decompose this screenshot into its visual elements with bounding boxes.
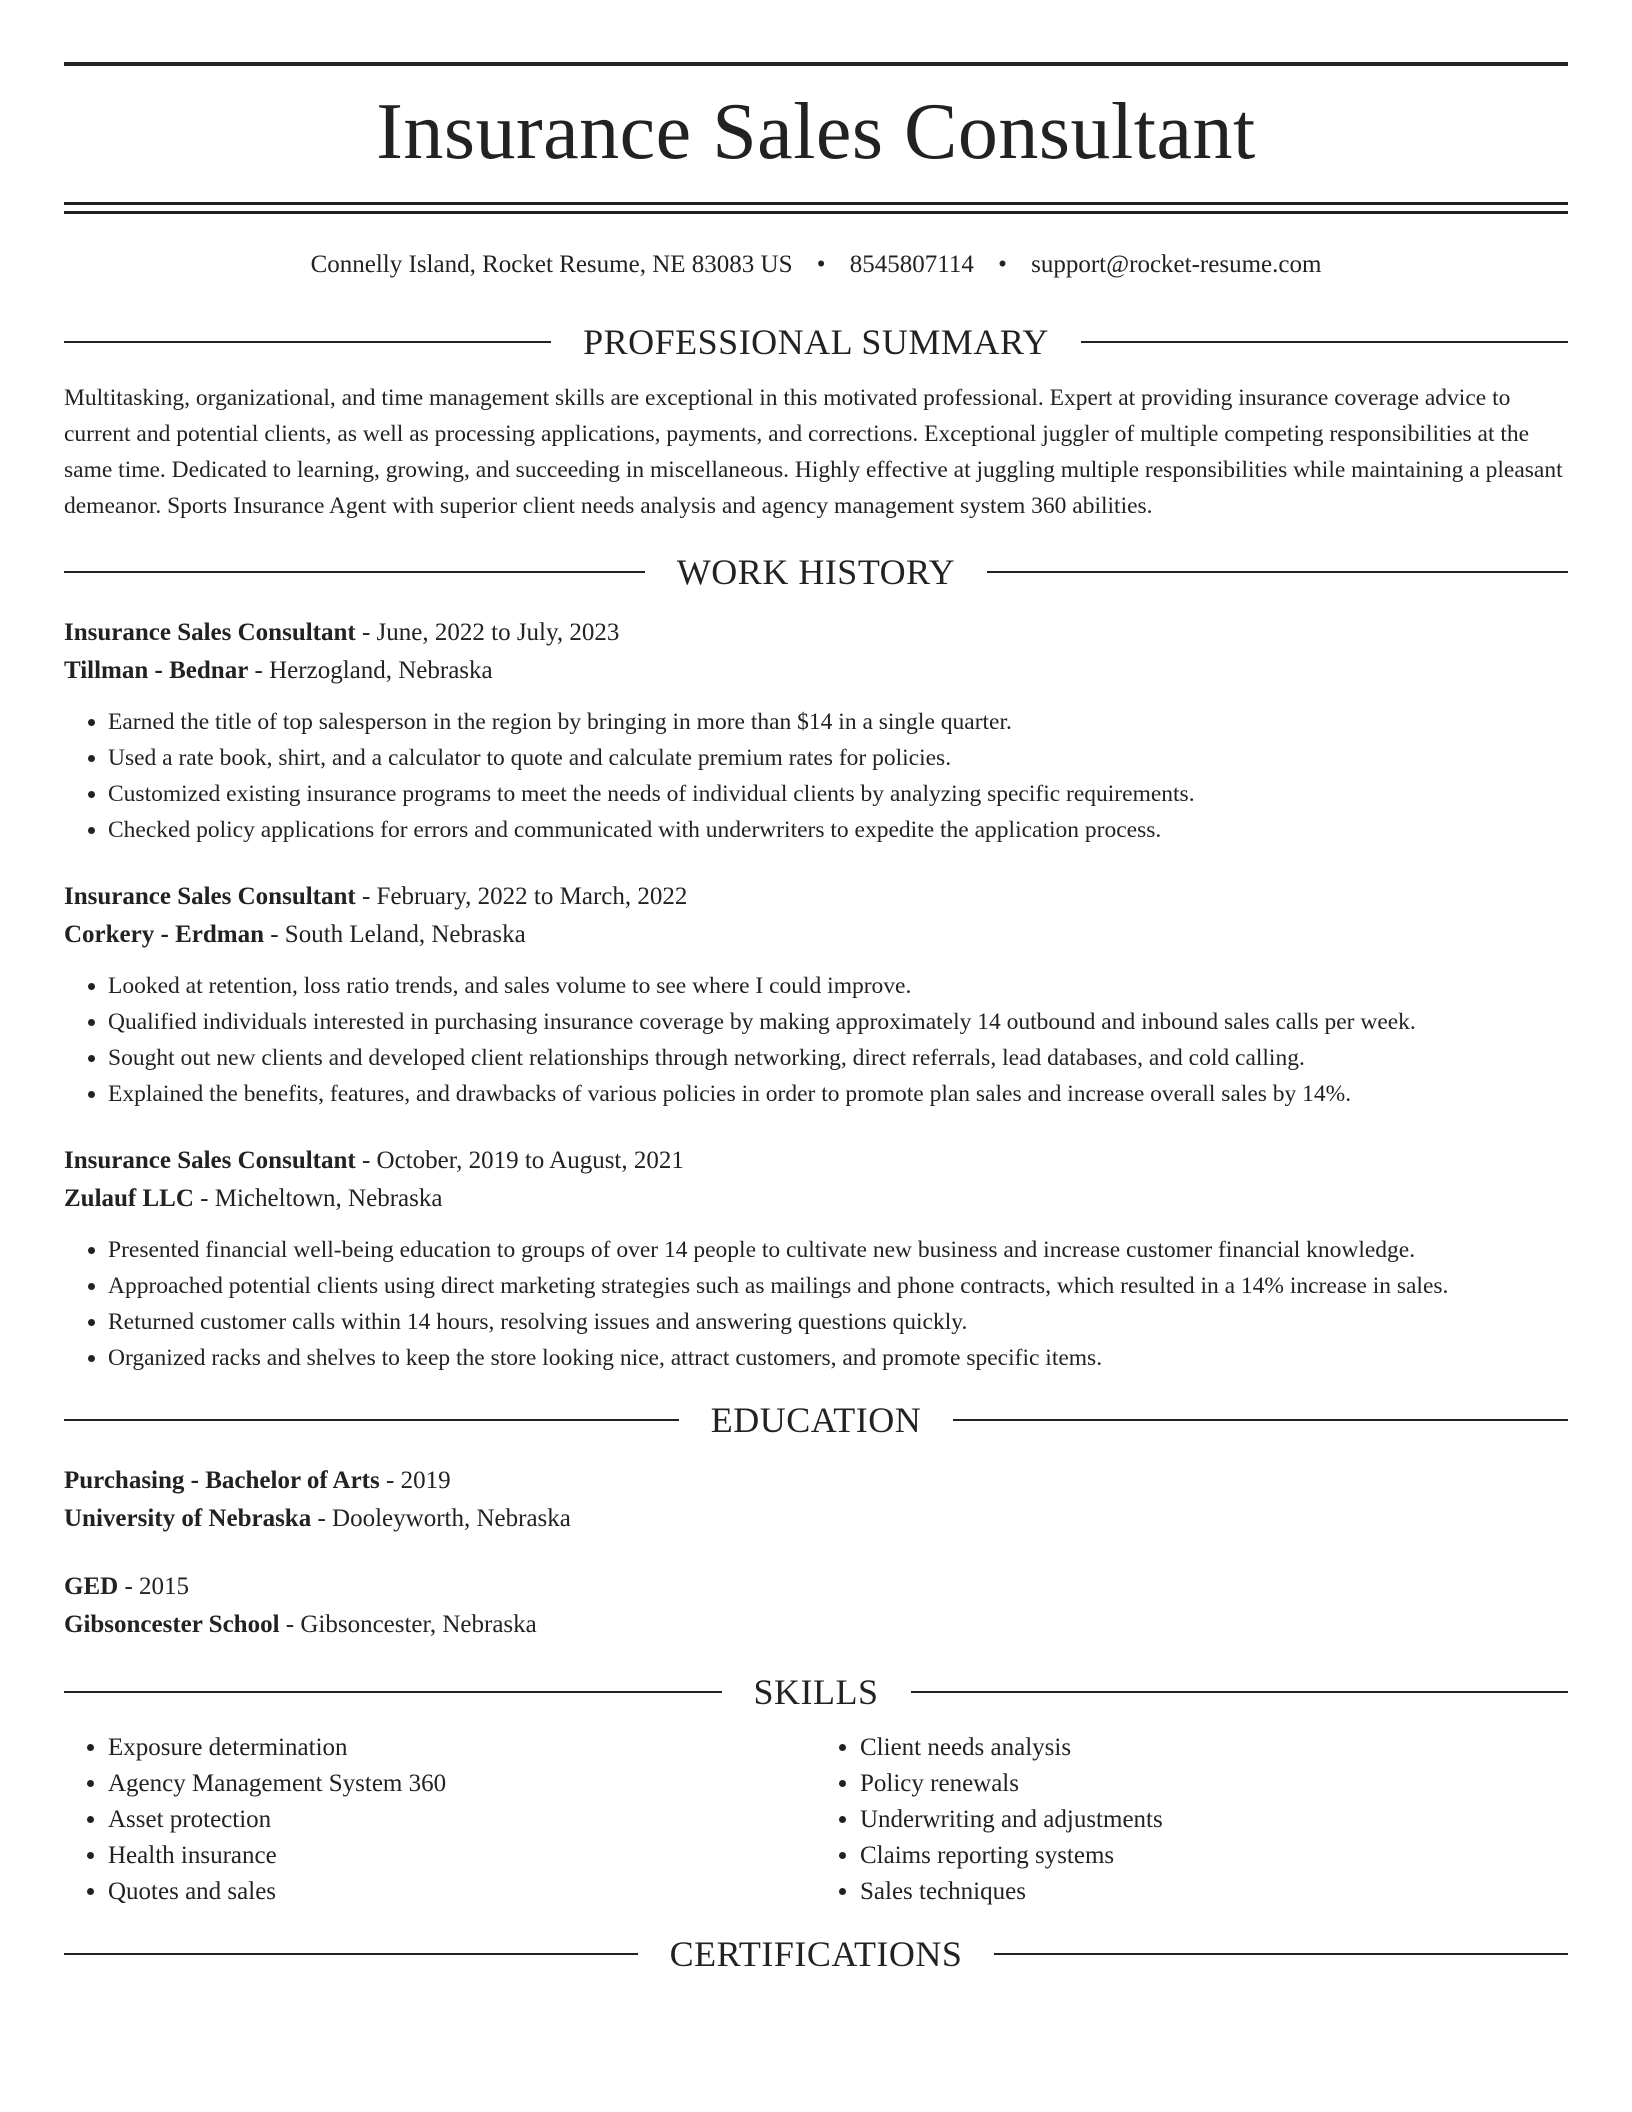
job-bullet: • Looked at retention, loss ratio trends, and sales volume to see where I could improve. [108,968,1568,1004]
job-title-line [64,878,1568,916]
job-dates: - June, 2022 to July, 2023 [355,619,620,646]
section-title-certifications: CERTIFICATIONS [669,1934,963,1974]
job-entry [64,878,1568,1112]
job-bullet: • Approached potential clients using direct marketing strategies such as mailings and phone contracts, which resulted in a 14% increase in sales. [108,1268,1568,1304]
job-dates: - February, 2022 to March, 2022 [355,883,688,910]
job-bullet: • Organized racks and shelves to keep the store looking nice, attract customers, and promote specific items. [108,1340,1568,1376]
skill-item: • Agency Management System 360 [108,1766,816,1802]
job-location: - Herzogland, Nebraska [248,657,493,684]
job-bullet: • Sought out new clients and developed client relationships through networking, direct referrals, lead databases, and cold calling. [108,1040,1568,1076]
section-rule-right [911,1691,1569,1693]
section-title-education: EDUCATION [710,1400,922,1440]
job-company-line [64,1180,1568,1218]
education-location: - Dooleyworth, Nebraska [311,1505,571,1532]
education-entry [64,1462,1568,1538]
summary-text: Multitasking, organizational, and time management skills are exceptional in this motivated professional. Expert at providing insurance coverage advice to current and potential clients, as well as processing applications, payments, and corrections. Exceptional juggler of multiple competing responsibilities at the same time. Dedicated to learning, growing, and succeeding in miscellaneous. Highly effective at juggling multiple responsibilities while maintaining a pleasant demeanor. Sports Insurance Agent with superior client needs analysis and agency management system 360 abilities. [64,385,1563,519]
job-bullet: • Used a rate book, shirt, and a calculator to quote and calculate premium rates for policies. [108,740,1568,776]
job-company: Corkery - Erdman [64,921,264,948]
job-bullet: • Presented financial well-being education to groups of over 14 people to cultivate new business and increase customer financial knowledge. [108,1232,1568,1268]
job-company: Tillman - Bednar [64,657,249,684]
skill-item: • Client needs analysis [860,1730,1568,1766]
section-title-summary: PROFESSIONAL SUMMARY [583,322,1049,362]
skills-columns [64,1730,1568,1910]
section-header-skills [64,1668,1568,1716]
job-bullets [64,1232,1568,1376]
education-year: - 2019 [379,1467,451,1494]
skill-item: • Health insurance [108,1838,816,1874]
section-rule-left [64,1953,638,1955]
top-rule [64,62,1568,66]
job-bullet: • Customized existing insurance programs to meet the needs of individual clients by analyzing specific requirements. [108,776,1568,812]
job-dates: - October, 2019 to August, 2021 [355,1147,684,1174]
contact-separator: • [998,251,1007,278]
contact-separator: • [816,251,826,278]
contact-email: support@rocket-resume.com [1031,251,1322,278]
education-entry [64,1568,1568,1644]
skill-item: • Underwriting and adjustments [860,1802,1568,1838]
job-bullet: • Earned the title of top salesperson in the region by bringing in more than $14 in a single quarter. [108,704,1568,740]
resume-title: Insurance Sales Consultant [376,88,1256,176]
section-header-work [64,548,1568,596]
resume-page [64,0,1568,1978]
education-school: Gibsoncester School [64,1611,280,1638]
job-bullet: • Explained the benefits, features, and drawbacks of various policies in order to promote plan sales and increase overall sales by 14%. [108,1076,1568,1112]
job-bullet: • Qualified individuals interested in purchasing insurance coverage by making approximately 14 outbound and inbound sales calls per week. [108,1004,1568,1040]
skills-list-left [64,1730,816,1910]
job-title-line [64,614,1568,652]
contact-address: Connelly Island, Rocket Resume, NE 83083 US [310,251,793,278]
section-title-work: WORK HISTORY [676,552,956,592]
job-company: Zulauf LLC [64,1185,194,1212]
job-bullets [64,968,1568,1112]
job-title-line [64,1142,1568,1180]
job-entry [64,614,1568,848]
education-location: - Gibsoncester, Nebraska [279,1611,537,1638]
job-location: - Micheltown, Nebraska [193,1185,443,1212]
education-degree: Purchasing - Bachelor of Arts [64,1467,380,1494]
section-header-certifications [64,1930,1568,1978]
job-company-line [64,916,1568,954]
section-rule-left [64,341,551,343]
skills-list-right [816,1730,1568,1910]
section-header-education [64,1396,1568,1444]
education-school-line [64,1606,1568,1644]
job-bullets [64,704,1568,848]
job-title: Insurance Sales Consultant [64,1147,356,1174]
section-rule-left [64,1691,722,1693]
title-double-rule [64,202,1568,214]
job-location: - South Leland, Nebraska [263,921,526,948]
section-rule-right [994,1953,1568,1955]
contact-line [64,248,1568,282]
skill-item: • Asset protection [108,1802,816,1838]
education-school: University of Nebraska [64,1505,312,1532]
education-year: - 2015 [118,1573,190,1600]
education-degree: GED [64,1573,119,1600]
job-entry [64,1142,1568,1376]
job-title: Insurance Sales Consultant [64,619,356,646]
section-rule-left [64,571,645,573]
section-rule-left [64,1419,679,1421]
education-degree-line [64,1462,1568,1500]
section-title-skills: SKILLS [753,1672,879,1712]
section-header-summary [64,318,1568,366]
section-rule-right [987,571,1568,573]
job-company-line [64,652,1568,690]
skill-item: • Claims reporting systems [860,1838,1568,1874]
skill-item: • Exposure determination [108,1730,816,1766]
education-school-line [64,1500,1568,1538]
section-rule-right [1081,341,1568,343]
job-title: Insurance Sales Consultant [64,883,356,910]
section-rule-right [953,1419,1568,1421]
skill-item: • Quotes and sales [108,1874,816,1910]
skill-item: • Policy renewals [860,1766,1568,1802]
job-bullet: • Checked policy applications for errors and communicated with underwriters to expedite the application process. [108,812,1568,848]
skill-item: • Sales techniques [860,1874,1568,1910]
job-bullet: • Returned customer calls within 14 hours, resolving issues and answering questions quickly. [108,1304,1568,1340]
contact-phone: 8545807114 [849,251,974,278]
education-degree-line [64,1568,1568,1606]
